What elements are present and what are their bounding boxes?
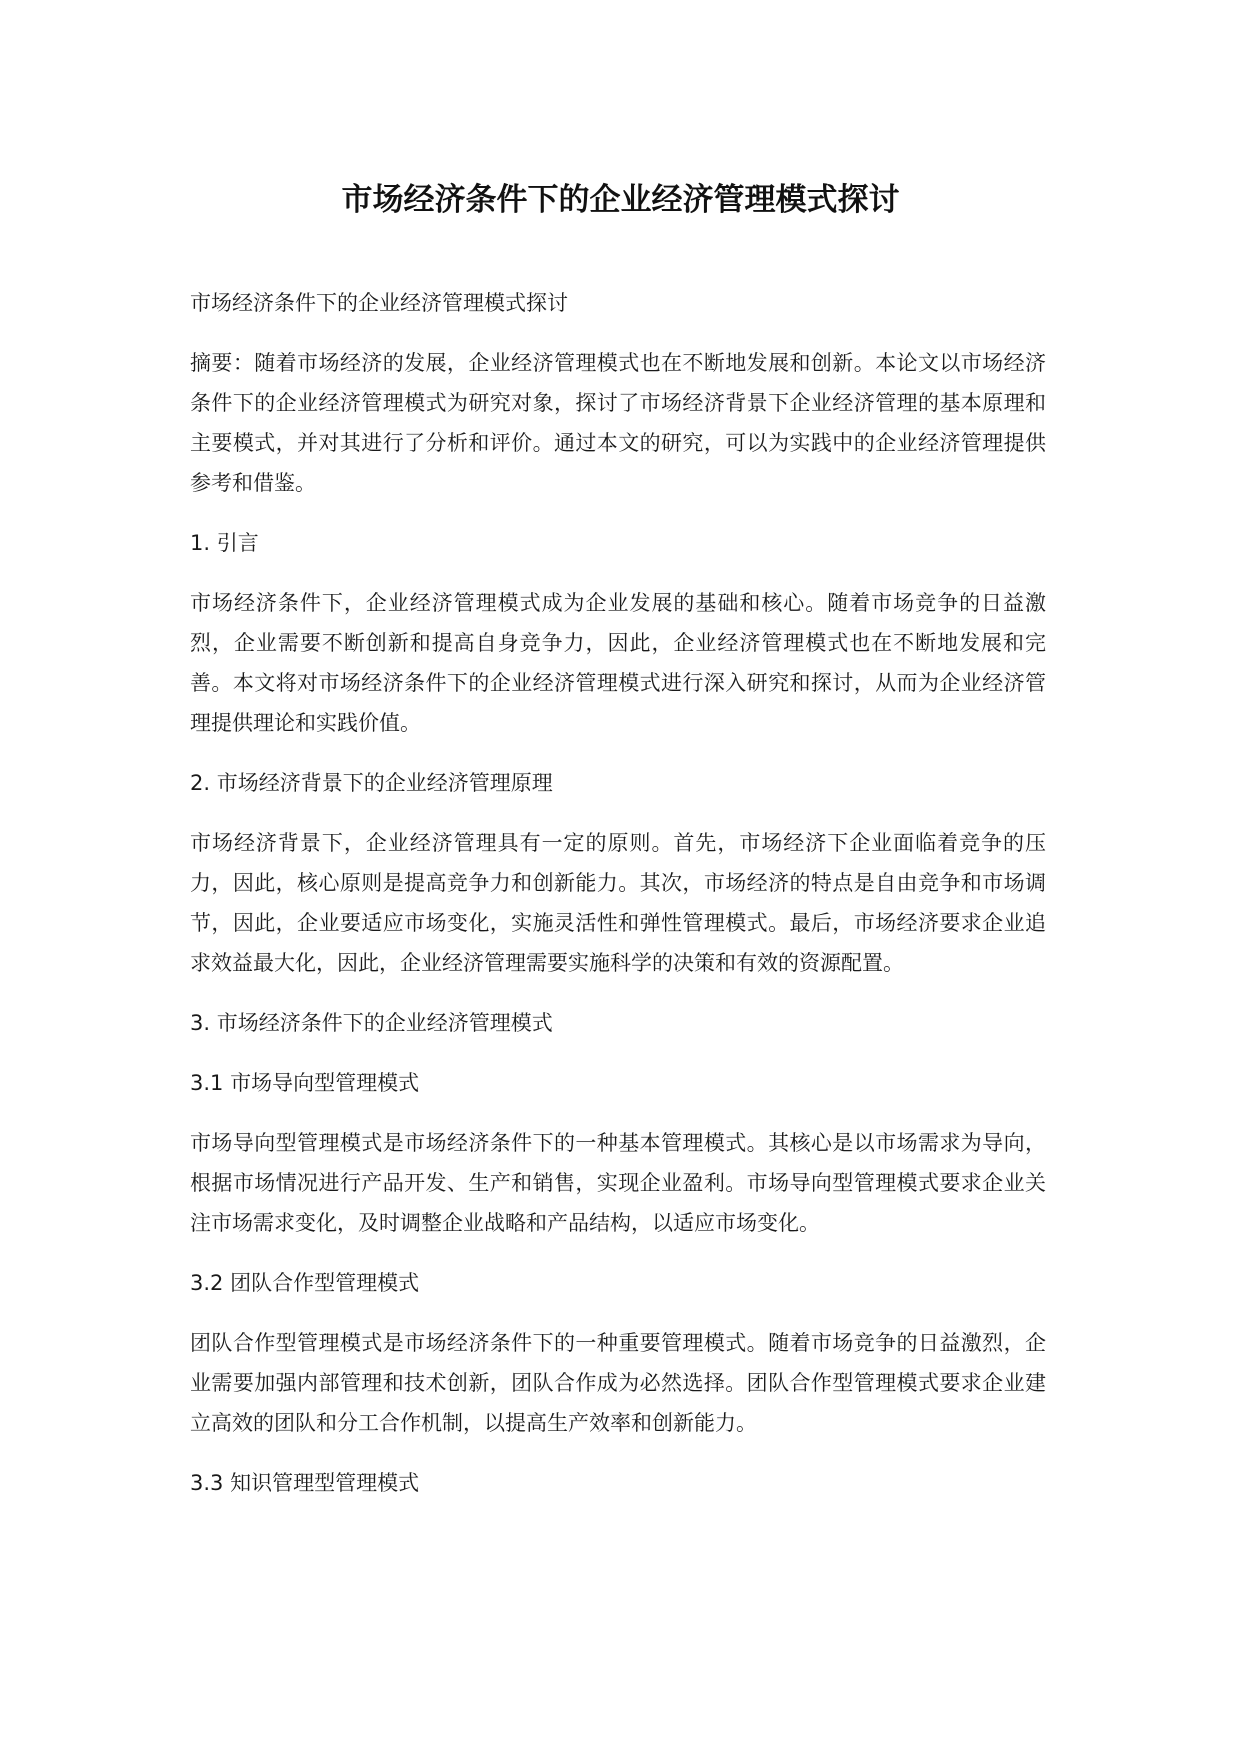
abstract-paragraph: 摘要：随着市场经济的发展，企业经济管理模式也在不断地发展和创新。本论文以市场经济条件下的企业经济管理模式为研究对象，探讨了市场经济背景下企业经济管理的基本原理和主要模式，并对其进行了分析和评价。通过本文的研究，可以为实践中的企业经济管理提供参考和借鉴。 (190, 351, 1046, 495)
section-body-team-cooperation: 团队合作型管理模式是市场经济条件下的一种重要管理模式。随着市场竞争的日益激烈，企业需要加强内部管理和技术创新，团队合作成为必然选择。团队合作型管理模式要求企业建立高效的团队和分工合作机制，以提高生产效率和创新能力。 (190, 1331, 1046, 1435)
section-heading-team-cooperation: 3.2 团队合作型管理模式 (190, 1271, 420, 1295)
section-heading-principles: 2. 市场经济背景下的企业经济管理原理 (190, 771, 553, 795)
section-heading-knowledge-management: 3.3 知识管理型管理模式 (190, 1471, 420, 1495)
document-body (190, 283, 1046, 1503)
section-heading-introduction: 1. 引言 (190, 531, 259, 555)
document-title: 市场经济条件下的企业经济管理模式探讨 (341, 182, 900, 218)
section-body-introduction: 市场经济条件下，企业经济管理模式成为企业发展的基础和核心。随着市场竞争的日益激烈，企业需要不断创新和提高自身竞争力，因此，企业经济管理模式也在不断地发展和完善。本文将对市场经济条件下的企业经济管理模式进行深入研究和探讨，从而为企业经济管理提供理论和实践价值。 (190, 591, 1046, 735)
section-heading-models: 3. 市场经济条件下的企业经济管理模式 (190, 1011, 553, 1035)
section-heading-market-oriented: 3.1 市场导向型管理模式 (190, 1071, 420, 1095)
section-body-principles: 市场经济背景下，企业经济管理具有一定的原则。首先，市场经济下企业面临着竞争的压力，因此，核心原则是提高竞争力和创新能力。其次，市场经济的特点是自由竞争和市场调节，因此，企业要适应市场变化，实施灵活性和弹性管理模式。最后，市场经济要求企业追求效益最大化，因此，企业经济管理需要实施科学的决策和有效的资源配置。 (190, 831, 1046, 975)
section-body-market-oriented: 市场导向型管理模式是市场经济条件下的一种基本管理模式。其核心是以市场需求为导向，根据市场情况进行产品开发、生产和销售，实现企业盈利。市场导向型管理模式要求企业关注市场需求变化，及时调整企业战略和产品结构，以适应市场变化。 (190, 1131, 1046, 1235)
document-subtitle: 市场经济条件下的企业经济管理模式探讨 (190, 291, 568, 315)
